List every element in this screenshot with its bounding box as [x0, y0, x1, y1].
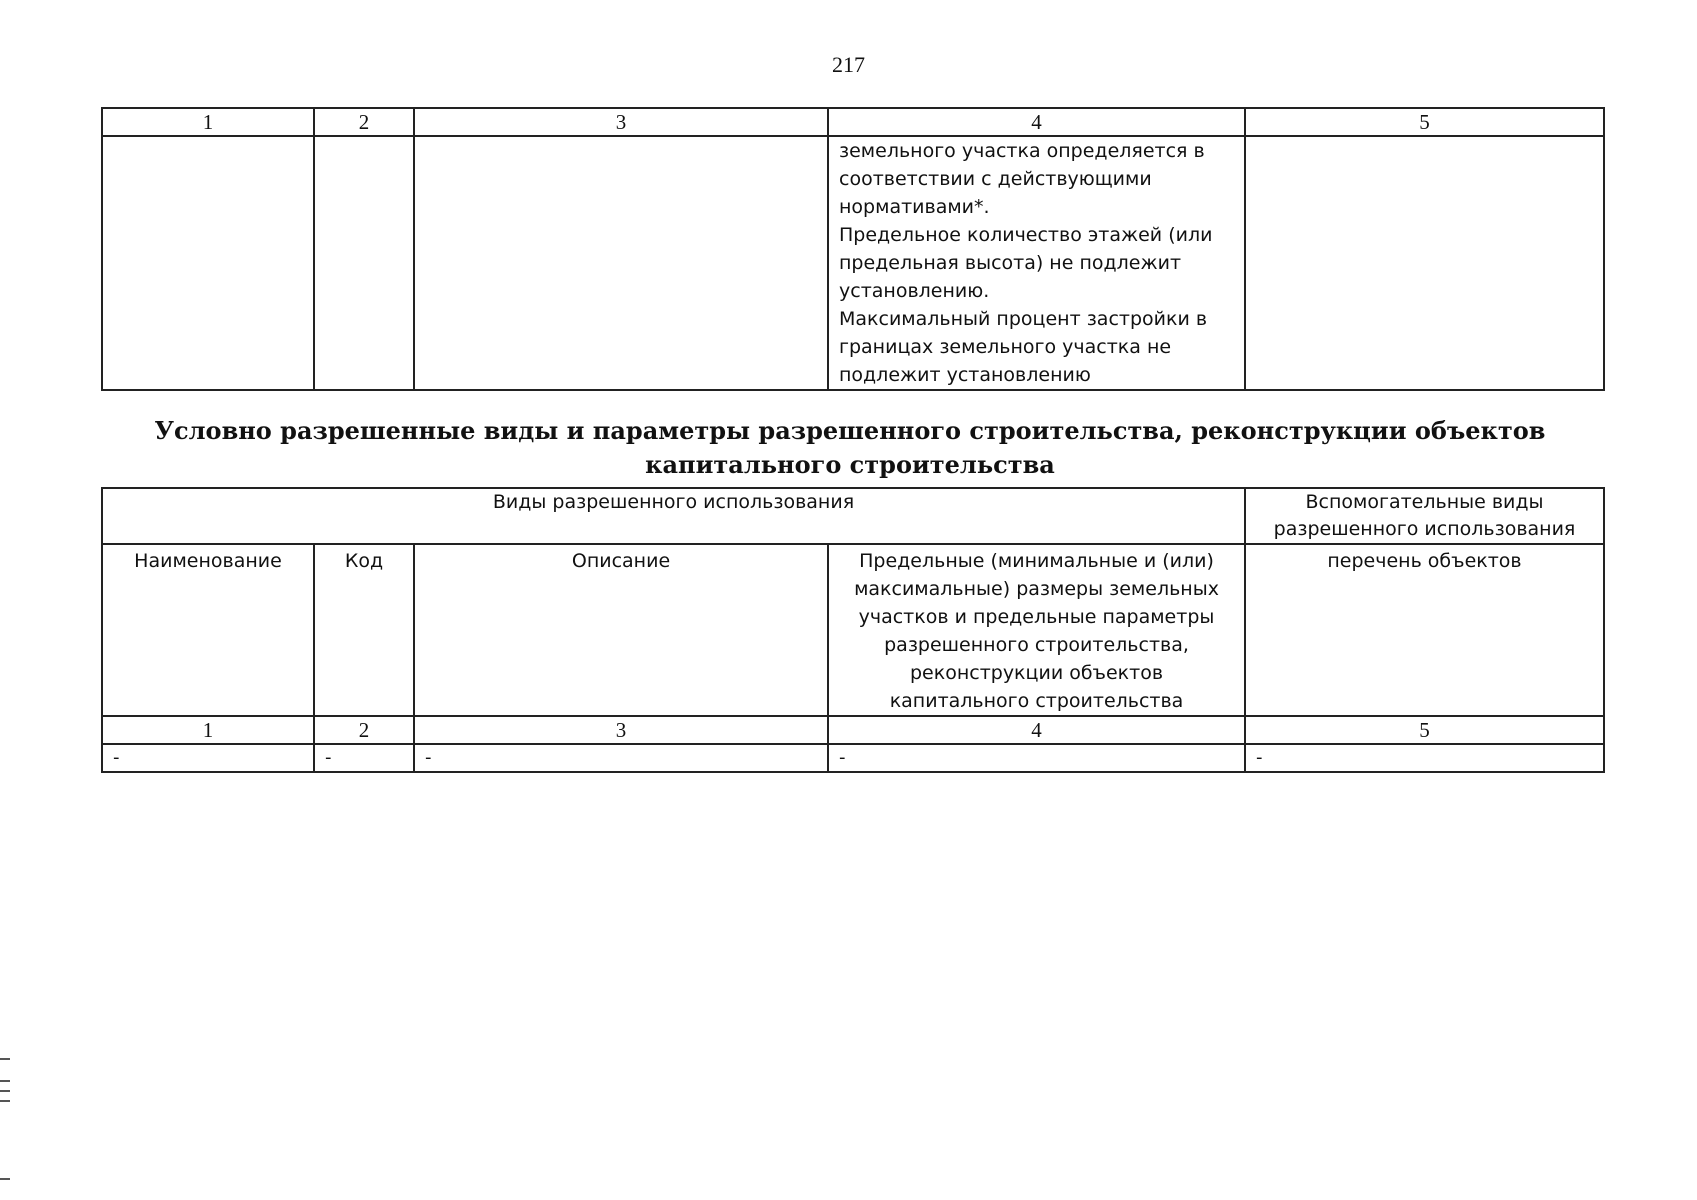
column-number: 5 — [1245, 716, 1604, 744]
table-cell — [102, 136, 314, 390]
column-number: 4 — [828, 716, 1245, 744]
table-cell: - — [414, 744, 828, 772]
column-number-row — [102, 716, 1604, 744]
parameter-paragraph: земельного участка определяется в соответствии с действующими нормативами*. — [839, 140, 1205, 218]
column-number: 1 — [102, 108, 314, 136]
table-cell — [1245, 136, 1604, 390]
table-row — [102, 136, 1604, 390]
parameter-paragraph: Предельное количество этажей (или предельная высота) не подлежит установлению. — [839, 224, 1213, 302]
table-cell: - — [314, 744, 414, 772]
group-header-aux: Вспомогательные виды разрешенного использования — [1245, 488, 1604, 544]
column-header-parameters: Предельные (минимальные и (или) максимальные) размеры земельных участков и предельные параметры разрешенного строительства, реконструкции объектов капитального строительства — [828, 544, 1245, 716]
conditional-uses-table — [101, 487, 1605, 773]
table-cell: - — [102, 744, 314, 772]
column-number-row — [102, 108, 1604, 136]
parameters-cell — [828, 136, 1245, 390]
table-row — [102, 744, 1604, 772]
column-number: 1 — [102, 716, 314, 744]
table-cell — [414, 136, 828, 390]
parameter-paragraph: Максимальный процент застройки в границах земельного участка не подлежит установлению — [839, 308, 1208, 386]
margin-scan-mark — [0, 1178, 10, 1180]
column-number: 3 — [414, 716, 828, 744]
column-number: 2 — [314, 716, 414, 744]
continued-table — [101, 107, 1605, 391]
column-number: 4 — [828, 108, 1245, 136]
column-number: 2 — [314, 108, 414, 136]
section-heading: Условно разрешенные виды и параметры разрешенного строительства, реконструкции объектов капитального строительства — [154, 416, 1546, 479]
table-cell: - — [828, 744, 1245, 772]
column-header-objects: перечень объектов — [1245, 544, 1604, 716]
table-cell: - — [1245, 744, 1604, 772]
column-header-row — [102, 544, 1604, 716]
page-number: 217 — [832, 52, 865, 77]
group-header-main: Виды разрешенного использования — [102, 488, 1245, 544]
column-number: 5 — [1245, 108, 1604, 136]
margin-scan-mark — [0, 1058, 10, 1060]
column-header-name: Наименование — [102, 544, 314, 716]
margin-scan-mark — [0, 1100, 10, 1102]
margin-scan-mark — [0, 1090, 10, 1092]
column-header-code: Код — [314, 544, 414, 716]
column-number: 3 — [414, 108, 828, 136]
column-header-description: Описание — [414, 544, 828, 716]
table-cell — [314, 136, 414, 390]
margin-scan-mark — [0, 1080, 10, 1082]
group-header-row — [102, 488, 1604, 544]
